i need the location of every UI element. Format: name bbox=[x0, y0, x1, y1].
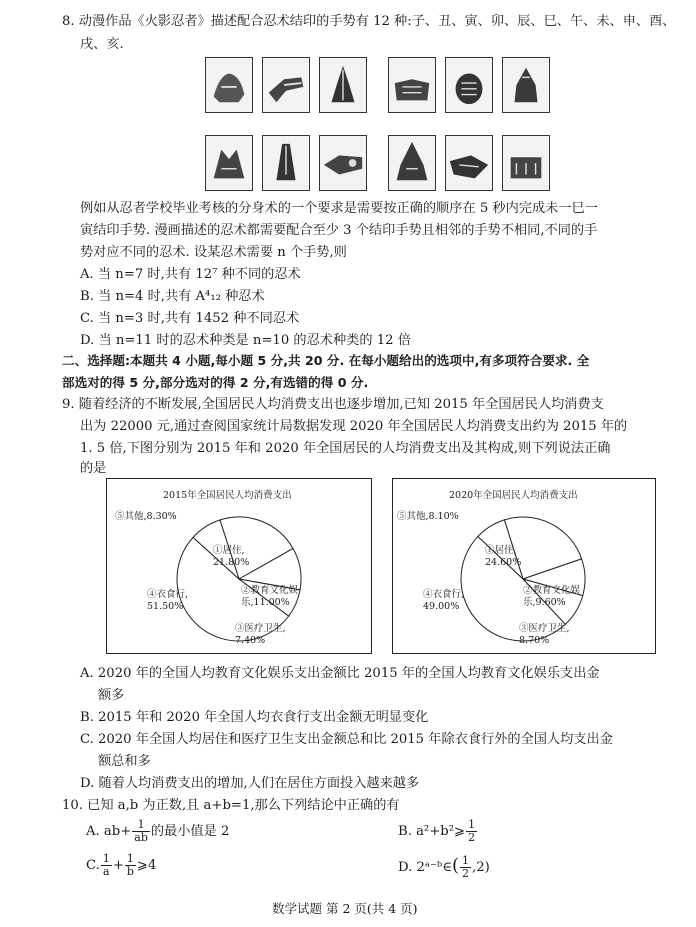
q10-option-c bbox=[86, 852, 156, 880]
page-footer: 数学试题 第 2 页(共 4 页) bbox=[272, 901, 418, 916]
q10-option-b bbox=[398, 818, 478, 846]
q9-option-a-line2: 额多 bbox=[98, 688, 125, 703]
label-line: ③医疗卫生, bbox=[235, 623, 286, 634]
label-line: 乐,9.60% bbox=[523, 597, 566, 608]
pie-label-other: ⑤其他,8.30% bbox=[115, 511, 177, 522]
label-line: 51.50% bbox=[147, 601, 184, 612]
label-line: 7.40% bbox=[235, 635, 266, 646]
q9-line4: 的是 bbox=[80, 461, 107, 476]
label-line: ④衣食行, bbox=[147, 589, 189, 600]
denominator: 2 bbox=[462, 867, 469, 880]
hand-sign-image bbox=[262, 135, 310, 191]
pie-chart-2020 bbox=[392, 478, 656, 654]
denominator: a bbox=[103, 865, 110, 878]
q10-option-a bbox=[86, 818, 229, 846]
hand-sign-image bbox=[319, 57, 367, 113]
option-text: 的最小值是 2 bbox=[150, 824, 230, 839]
numerator: 1 bbox=[125, 853, 136, 866]
hand-sign-image bbox=[205, 57, 253, 113]
q9-option-d: D. 随着人均消费支出的增加,人们在居住方面投入越来越多 bbox=[80, 776, 420, 791]
denominator: 2 bbox=[468, 831, 476, 844]
numerator: 1 bbox=[468, 818, 476, 831]
pie-chart-2015 bbox=[106, 478, 372, 654]
label-line: ①居住, bbox=[213, 545, 245, 556]
denominator: b bbox=[126, 865, 134, 878]
q8-line1: 8. 动漫作品《火影忍者》描述配合忍术结印的手势有 12 种:子、丑、寅、卯、辰、巳、午、未、申、酉、 bbox=[62, 14, 676, 29]
q8-body3: 势对应不同的忍术. 设某忍术需要 n 个手势,则 bbox=[80, 245, 347, 260]
hand-sign-image bbox=[262, 57, 310, 113]
pie-label-medical bbox=[519, 623, 570, 647]
q9-line1: 9. 随着经济的不断发展,全国居民人均消费支出也逐步增加,已知 2015 年全国居民人均消费支 bbox=[62, 397, 604, 412]
q8-option-a: A. 当 n=7 时,共有 12⁷ 种不同的忍术 bbox=[80, 267, 301, 282]
label-line: ①居住, bbox=[485, 545, 517, 556]
option-text: A. ab+ bbox=[86, 824, 132, 839]
section-heading-line1: 二、选择题:本题共 4 小题,每小题 5 分,共 20 分. 在每小题给出的选项中,有多项符合要求. 全 bbox=[62, 353, 590, 368]
numerator: 1 bbox=[102, 852, 110, 865]
option-text: ,2) bbox=[472, 860, 490, 875]
q8-option-c: C. 当 n=3 时,共有 1452 种不同忍术 bbox=[80, 311, 300, 326]
q9-option-b: B. 2015 年和 2020 年全国人均衣食行支出金额无明显变化 bbox=[80, 710, 429, 725]
q8-body2: 寅结印手势. 漫画描述的忍术都需要配合至少 3 个结印手势且相邻的手势不相同,不同的手 bbox=[80, 223, 598, 238]
label-line: ③医疗卫生, bbox=[519, 623, 570, 634]
pie-label-housing bbox=[485, 545, 521, 569]
pie-label-education bbox=[241, 585, 298, 609]
q8-option-b: B. 当 n=4 时,共有 A⁴₁₂ 种忍术 bbox=[80, 289, 265, 304]
option-text: C. bbox=[86, 858, 100, 873]
pie-label-medical bbox=[235, 623, 286, 647]
pie-label-other: ⑤其他,8.10% bbox=[397, 511, 459, 522]
fraction bbox=[125, 853, 136, 878]
hand-sign-image bbox=[319, 135, 367, 191]
hand-sign-image bbox=[205, 135, 253, 191]
hand-sign-image bbox=[502, 135, 550, 191]
hand-sign-image bbox=[445, 57, 493, 113]
numerator: 1 bbox=[462, 854, 469, 867]
hand-sign-image bbox=[388, 135, 436, 191]
label-line: 49.00% bbox=[423, 601, 460, 612]
fraction bbox=[101, 853, 112, 878]
q10-option-d bbox=[398, 852, 490, 882]
option-text: D. 2ᵃ⁻ᵇ∈ bbox=[398, 860, 452, 875]
numerator: 1 bbox=[132, 819, 150, 832]
option-text: B. a²+b²⩾ bbox=[398, 824, 466, 839]
label-line: ②教育文化娱 bbox=[523, 585, 581, 596]
chart-title: 2015年全国居民人均消费支出 bbox=[163, 490, 292, 501]
pie-label-food bbox=[147, 589, 188, 613]
label-line: 乐,11.00% bbox=[241, 597, 290, 608]
pie-label-education bbox=[523, 585, 580, 609]
q9-option-c-line2: 额总和多 bbox=[98, 754, 151, 769]
q9-option-a-line1: A. 2020 年的全国人均教育文化娱乐支出金额比 2015 年的全国人均教育文化娱乐支出金 bbox=[80, 666, 600, 681]
fraction bbox=[132, 819, 150, 844]
section-heading-line2: 部选对的得 5 分,部分选对的得 2 分,有选错的得 0 分. bbox=[62, 375, 369, 390]
chart-title: 2020年全国居民人均消费支出 bbox=[449, 490, 578, 501]
denominator: ab bbox=[134, 831, 148, 844]
label-line: 8.70% bbox=[519, 635, 550, 646]
hand-sign-image bbox=[502, 57, 550, 113]
hand-sign-image bbox=[445, 135, 493, 191]
fraction bbox=[466, 819, 477, 844]
label-line: 24.60% bbox=[485, 557, 522, 568]
pie-label-food bbox=[423, 589, 464, 613]
q8-line2: 戌、亥. bbox=[80, 37, 124, 52]
hand-sign-image bbox=[388, 57, 436, 113]
option-text: ⩾4 bbox=[136, 858, 157, 873]
label-line: ②教育文化娱 bbox=[241, 585, 299, 596]
pie-label-housing bbox=[213, 545, 249, 569]
label-line: 21.80% bbox=[213, 557, 250, 568]
q10-stem: 10. 已知 a,b 为正数,且 a+b=1,那么下列结论中正确的有 bbox=[62, 798, 400, 813]
option-text: + bbox=[112, 858, 124, 873]
q8-option-d: D. 当 n=11 时的忍术种类是 n=10 的忍术种类的 12 倍 bbox=[80, 333, 411, 348]
paren: ( bbox=[451, 855, 459, 876]
q9-line2: 出为 22000 元,通过查阅国家统计局数据发现 2020 年全国居民人均消费支出约为 2015 年的 bbox=[80, 419, 628, 434]
q9-line3: 1. 5 倍,下图分别为 2015 年和 2020 年全国居民的人均消费支出及其构成,则下列说法正确 bbox=[80, 441, 611, 456]
q8-body1: 例如从忍者学校毕业考核的分身术的一个要求是需要按正确的顺序在 5 秒内完成未一巳一 bbox=[80, 201, 598, 216]
label-line: ④衣食行, bbox=[423, 589, 465, 600]
q9-option-c-line1: C. 2020 年全国人均居住和医疗卫生支出金额总和比 2015 年除衣食行外的全国人均支出金 bbox=[80, 732, 613, 747]
fraction bbox=[460, 855, 471, 880]
